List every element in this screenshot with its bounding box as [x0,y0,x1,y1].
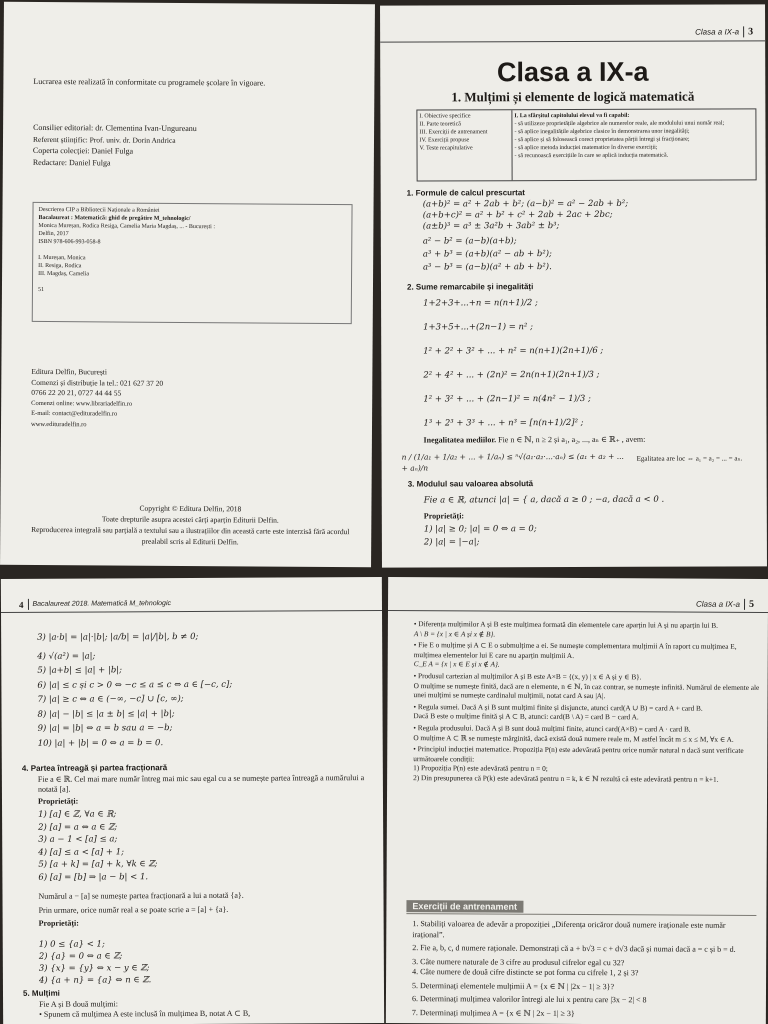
means-formula: n / (1/a₁ + 1/a₂ + ... + 1/aₙ) ≤ ⁿ√(a₁·a₂·...·aₙ) ≤ (a₁ + a₂ + ... + aₙ)/n [401,451,624,473]
definition: • Produsul cartezian al mulțimilor A și B este A×B = {(x, y) | x ∈ A și y ∈ B}. [413,671,642,682]
means-statement [424,434,754,444]
property: 6) |a| ≤ c și c > 0 ⇔ −c ≤ a ≤ c ⇔ a ∈ [−c, c]; [37,679,233,691]
objectives-table [416,108,756,181]
formula: a³ − b³ = (a−b)(a² + ab + b²). [422,262,552,273]
property: 7) |a| ≥ c ⇔ a ∈ (−∞, −c] ∪ [c, ∞); [37,694,184,705]
formula: a³ + b³ = (a+b)(a² − ab + b²); [422,249,552,260]
objectives-right [512,109,755,180]
exercise-item: 4. Câte numere de două cifre distincte se pot forma cu cifrele 1, 2 și 3? [412,967,639,978]
formula-list [423,297,604,430]
formula: 1+3+5+...+(2n−1) = n² ; [423,322,534,333]
property: 4) {a + n} = {a} ⇔ n ∈ ℤ. [38,975,152,986]
objective-item: III. Exerciții de antrenament [419,129,488,136]
exercise-item: 6. Determinați mulțimea valorilor întregi ale lui x pentru care |3x − 2| < 8 [411,994,647,1005]
rights-line: Toate drepturile asupra acestei cărți aparțin Editurii Delfin. [101,514,279,525]
abs-props [424,523,537,549]
property: 5) |a+b| ≤ |a| + |b|; [37,665,123,676]
page-2 [0,2,375,568]
sets-intro [39,998,369,1020]
formula: 1+2+3+...+n = n(n+1)/2 ; [423,298,538,309]
publisher-line: Editura Delfin, București [31,366,108,377]
props-label: Proprietăți: [423,511,465,521]
property: 3) |a·b| = |a|·|b|; |a/b| = |a|/|b|, b ≠ 0; [37,631,199,643]
cover: Coperta colecției: Daniel Fulga [32,145,134,156]
section-heading: 3. Modulul sau valoarea absolută [407,479,534,489]
section-heading: 1. Formule de calcul prescurtat [406,188,525,198]
formula: (a+b)² = a² + 2ab + b²; (a−b)² = a² − 2ab + b²; [422,198,629,210]
running-header [695,26,753,37]
cip-line: III. Magdaș, Camelia [38,270,90,278]
cip-line: Bacalaureat : Matematică: ghid de pregătire M_tehnologic/ [38,214,191,223]
publisher-line: www.edituradelfin.ro [30,420,87,428]
cip-line: I. Mureșan, Monica [38,254,86,262]
formula: (a±b)³ = a³ ± 3a²b + 3ab² ± b³; [422,221,560,232]
cip-line: Delfin, 2017 [38,230,69,238]
property: 10) |a| + |b| = 0 ⇔ a = b = 0. [37,737,164,749]
definition: Dacă B este o mulțime finită și A ⊂ B, atunci: card(B \ A) = card B − card A. [413,711,639,722]
section-heading: 5. Mulțimi [22,988,60,998]
means-label: Inegalitatea mediilor. [423,435,497,445]
publisher-line: E-mail: contact@edituradelfin.ro [31,409,118,418]
definition: • Principiul inducției matematice. Propoziția P(n) este adevărată pentru orice număr natural n dacă sunt verificate următoarele condiții: [413,744,744,764]
formula: 2² + 4² + ... + (2n)² = 2n(n+1)(2n+1)/3 ; [423,369,600,381]
referent: Referent științific: Prof. univ. dr. Dorin Andrica [32,134,176,145]
chapter-title: 1. Mulțimi și elemente de logică matematică [451,88,695,105]
definition: A \ B = {x | x ∈ A și x ∉ B}. [413,628,496,639]
running-header [19,598,171,610]
set-definitions [413,619,760,784]
advisor: Consilier editorial: dr. Clementina Ivan-Ungureanu [33,122,197,134]
property: 2) [a] = a ⇔ a ∈ ℤ; [38,821,118,833]
section-heading: 4. Partea întreagă și partea fracționară [21,763,168,773]
page-5 [386,577,768,1024]
credits [33,122,197,169]
section-heading: 2. Sume remarcabile și inegalități [406,282,534,292]
definition: 1) Propoziția P(n) este adevărată pentru n = 0; [413,763,548,774]
rights-line: Reproducerea integrală sau parțială a textului sau a ilustrațiilor din această carte este interzisă fără acordul prealabil scris al Editurii Delfin. [31,524,350,547]
page-number: 5 [749,598,755,610]
abs-props [37,630,232,751]
definition: O mulțime A ⊂ ℝ se numește mărginită, dacă există două numere reale m, M astfel încât m ≤ x ≤ M, ∀x ∈ A. [413,732,734,744]
page-number: 4 [18,599,24,610]
objective-line: - să aplice și să folosească corect proprietatea părții întregi și fracționare; [514,136,690,144]
running-header [696,599,754,610]
property: 4) [a] ≤ a < [a] + 1; [38,846,125,858]
formula: 1³ + 2³ + 3³ + ... + n³ = [n(n+1)/2]² ; [423,417,584,429]
means-equality: Egalitatea are loc ⇔ a₁ = a₂ = ... = aₙ. [636,454,743,463]
formula: 1² + 2² + 3² + ... + n² = n(n+1)(2n+1)/6 ; [423,345,604,357]
frac-statement: Prin urmare, orice număr real a se poate scrie a = [a] + {a}. [38,904,229,915]
formula: 1² + 3² + ... + (2n−1)² = n(4n² − 1)/3 ; [423,393,591,405]
definition: 2) Din presupunerea că P(k) este adevărată pentru n = k, k ∈ ℕ rezultă că este adevărată pentru n = k+1. [413,773,719,784]
property: 2) |a| = |−a|; [423,537,480,548]
objective-line: - să recunoască exercițiile în care se aplică inducția matematică. [514,152,669,160]
property: 1) |a| ≥ 0; |a| = 0 ⇔ a = 0; [423,524,537,535]
property: 8) |a| − |b| ≤ |a ± b| ≤ |a| + |b|; [37,708,175,720]
property: 3) {x} = {y} ⇔ x − y ∈ ℤ; [38,963,150,974]
objective-item: II. Parte teoretică [419,121,461,128]
formula: (a+b+c)² = a² + b² + c² + 2ab + 2ac + 2bc; [422,209,613,221]
objective-line: - să aplice metoda inducției matematice în diverse exerciții; [514,144,658,152]
definition: O mulțime se numește finită, dacă are n elemente, n ∈ ℕ, în caz contrar, se numește infinită. Numărul de elemente ale unei mulțimi se numește cardinalul mulțimii, notat card A sau |A|. [413,680,760,701]
editing: Redactare: Daniel Fulga [32,157,111,167]
property: 6) [a] = [b] ⇒ |a − b| < 1. [38,871,149,883]
cip-line: II. Resiga, Rodica [38,262,82,270]
property: 1) [a] ∈ ℤ, ∀a ∈ ℝ; [38,809,117,820]
publisher-info [31,367,163,431]
exercise-item: 1. Stabiliți valoarea de adevăr a propoziției „Diferența oricăror două numere iraționale este număr irațional”. [412,919,726,939]
objective-item: V. Teste recapitulative [419,145,473,152]
publisher-line: 0766 22 20 21, 0727 44 44 55 [31,387,122,398]
formula-list [423,199,629,274]
definition: • Fie E o mulțime și A ⊂ E o submulțime a ei. Se numește complementara mulțimii A în raport cu mulțimea E, mulțimea elementelor lui E care nu aparțin mulțimii A. [413,640,737,660]
cip-line: ISBN 978-606-993-058-8 [38,238,101,246]
int-props [38,808,158,884]
cip-line: Monica Mureșan, Rodica Resiga, Camelia Maria Magdaș, ... - București : [38,222,216,231]
property: 2) {a} = 0 ⇔ a ∈ ℤ; [38,951,123,962]
copyright-block [20,502,360,548]
cip-box [32,202,353,324]
page-title: Clasa a IX-a [496,56,649,88]
exercises-heading: Exerciții de antrenament [406,900,523,913]
objective-line: - să aplice inegalitățile algebrice clasice în demonstrarea unor inegalități; [514,128,690,136]
property: 1) 0 ≤ {a} < 1; [38,939,105,950]
cip-line: Descrierea CIP a Bibliotecii Naționale a României [38,206,160,214]
publisher-line: Comenzi și distribuție la tel.: 021 627 37 20 [31,377,164,388]
exercise-item: 2. Fie a, b, c, d numere raționale. Demonstrați că a + b√3 = c + d√3 dacă și numai dacă a = c și b = d. [412,943,736,954]
definition: C_E A = {x | x ∈ E și x ∉ A}. [413,659,500,669]
page-4 [1,577,384,1024]
exercise-item: 3. Câte numere naturale de 3 cifre au produsul cifrelor egal cu 32? [412,956,625,967]
frac-block [38,889,368,929]
cip-line: 51 [37,286,44,293]
definition: • Regula produsului. Dacă A și B sunt două mulțimi finite, atunci card(A×B) = card A · card B. [413,723,691,734]
int-definition: Fie a ∈ ℝ. Cel mai mare număr întreg mai mic sau egal cu a se numește partea întreagă a numărului a notată [a]. [37,773,365,794]
property: 4) √(a²) = |a|; [37,651,96,662]
header-text: Clasa a IX-a [695,599,741,609]
objectives-title: I. La sfârșitul capitolului elevul va fi capabil: [514,112,630,120]
means-text: Fie n ∈ ℕ, n ≥ 2 și a₁, a₂, ..., aₙ ∈ ℝ₊ , avem: [498,434,646,445]
conformity-note: Lucrarea este realizată în conformitate cu programele școlare în vigoare. [33,76,266,88]
definition: • Diferența mulțimilor A și B este mulțimea formată din elementele care aparțin lui A și nu aparțin lui B. [413,619,719,630]
objectives-left [417,110,512,180]
props-label: Proprietăți: [37,796,79,806]
formula: a² − b² = (a−b)(a+b); [422,236,517,247]
sets-intro-line: Fie A și B două mulțimi: [39,999,118,1009]
definition: • Regula sumei. Dacă A și B sunt mulțimi finite și disjuncte, atunci card(A ∪ B) = card A + card B. [413,701,703,713]
property: 9) |a| = |b| ⇔ a = b sau a = −b; [37,723,173,734]
props-label: Proprietăți: [38,918,79,928]
abs-definition: Fie a ∈ ℝ, atunci |a| = { a, dacă a ≥ 0 ; −a, dacă a < 0 . [423,494,665,506]
exercise-list [412,919,759,1020]
exercise-item: 5. Determinați elementele mulțimii A = {x ∈ ℕ | |2x − 1| ≥ 3}? [412,980,615,991]
frac-definition: Numărul a − [a] se numește partea fracționară a lui a notată {a}. [38,890,244,901]
copyright: Copyright © Editura Delfin, 2018 [139,503,242,514]
page-number: 3 [748,26,754,38]
exercise-item: 7. Determinați mulțimea A = {x ∈ ℕ | 2x − 1| ≥ 3} [411,1007,575,1018]
publisher-line: Comenzi online: www.librariadelfin.ro [31,399,133,408]
sets-inclusion: • Spunem că mulțimea A este inclusă în mulțimea B, notat A ⊂ B, [39,1008,251,1019]
page-3 [380,4,767,567]
header-text: Clasa a IX-a [695,27,740,37]
header-text: Bacalaureat 2018. Matematică M_tehnologic [32,600,172,608]
frac-props [39,938,152,987]
objective-line: - să utilizeze proprietățile algebrice ale numerelor reale, ale modulului unui număr real; [514,120,725,128]
property: 3) a − 1 < [a] ≤ a; [38,834,118,845]
property: 5) [a + k] = [a] + k, ∀k ∈ ℤ; [38,859,158,870]
objective-item: IV. Exerciții propuse [419,137,470,144]
objective-item: I. Obiective specifice [419,113,471,120]
